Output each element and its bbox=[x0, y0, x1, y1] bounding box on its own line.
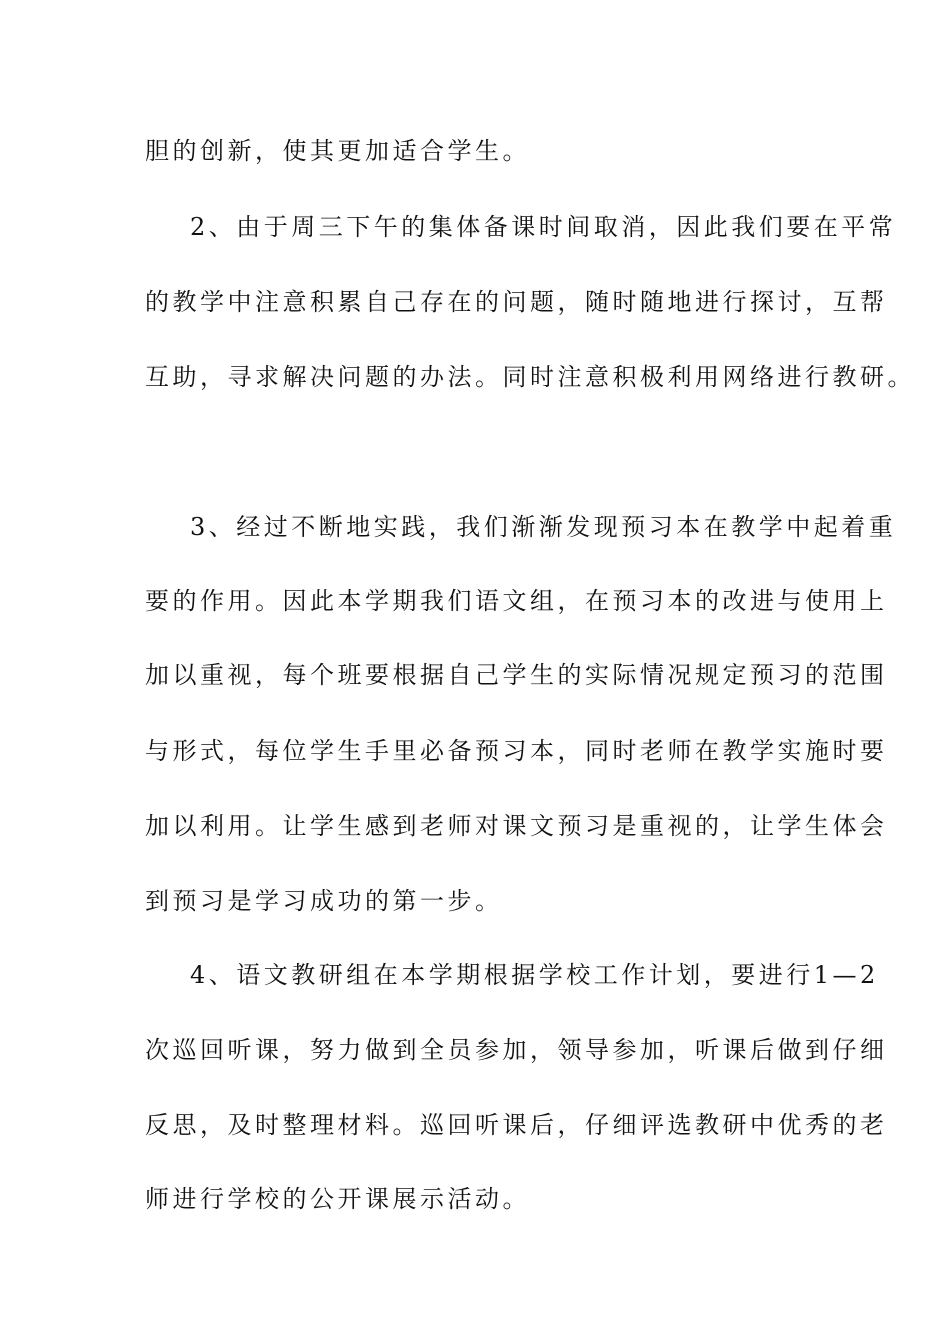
paragraph-3-line-1: 3、经过不断地实践，我们渐渐发现预习本在教学中起着重 bbox=[190, 513, 897, 541]
paragraph-4-line-2: 次巡回听课，努力做到全员参加，领导参加，听课后做到仔细 bbox=[145, 1036, 888, 1064]
text-line-1: 胆的创新，使其更加适合学生。 bbox=[145, 137, 530, 165]
paragraph-3-line-6: 到预习是学习成功的第一步。 bbox=[145, 887, 503, 915]
paragraph-4-line-4: 师进行学校的公开课展示活动。 bbox=[145, 1185, 530, 1213]
paragraph-4-line-1: 4、语文教研组在本学期根据学校工作计划，要进行1—2 bbox=[190, 961, 879, 989]
paragraph-3-line-5: 加以利用。让学生感到老师对课文预习是重视的，让学生体会 bbox=[145, 812, 888, 840]
paragraph-4-line-3: 反思，及时整理材料。巡回听课后，仔细评选教研中优秀的老 bbox=[145, 1111, 888, 1139]
paragraph-2-line-1: 2、由于周三下午的集体备课时间取消，因此我们要在平常 bbox=[190, 213, 897, 241]
paragraph-2-line-2: 的教学中注意积累自己存在的问题，随时随地进行探讨，互帮 bbox=[145, 288, 888, 316]
paragraph-3-line-4: 与形式，每位学生手里必备预习本，同时老师在教学实施时要 bbox=[145, 737, 888, 765]
paragraph-2-line-3: 互助，寻求解决问题的办法。同时注意积极利用网络进行教研。 bbox=[145, 363, 915, 391]
paragraph-3-line-2: 要的作用。因此本学期我们语文组，在预习本的改进与使用上 bbox=[145, 587, 888, 615]
paragraph-3-line-3: 加以重视，每个班要根据自己学生的实际情况规定预习的范围 bbox=[145, 661, 888, 689]
